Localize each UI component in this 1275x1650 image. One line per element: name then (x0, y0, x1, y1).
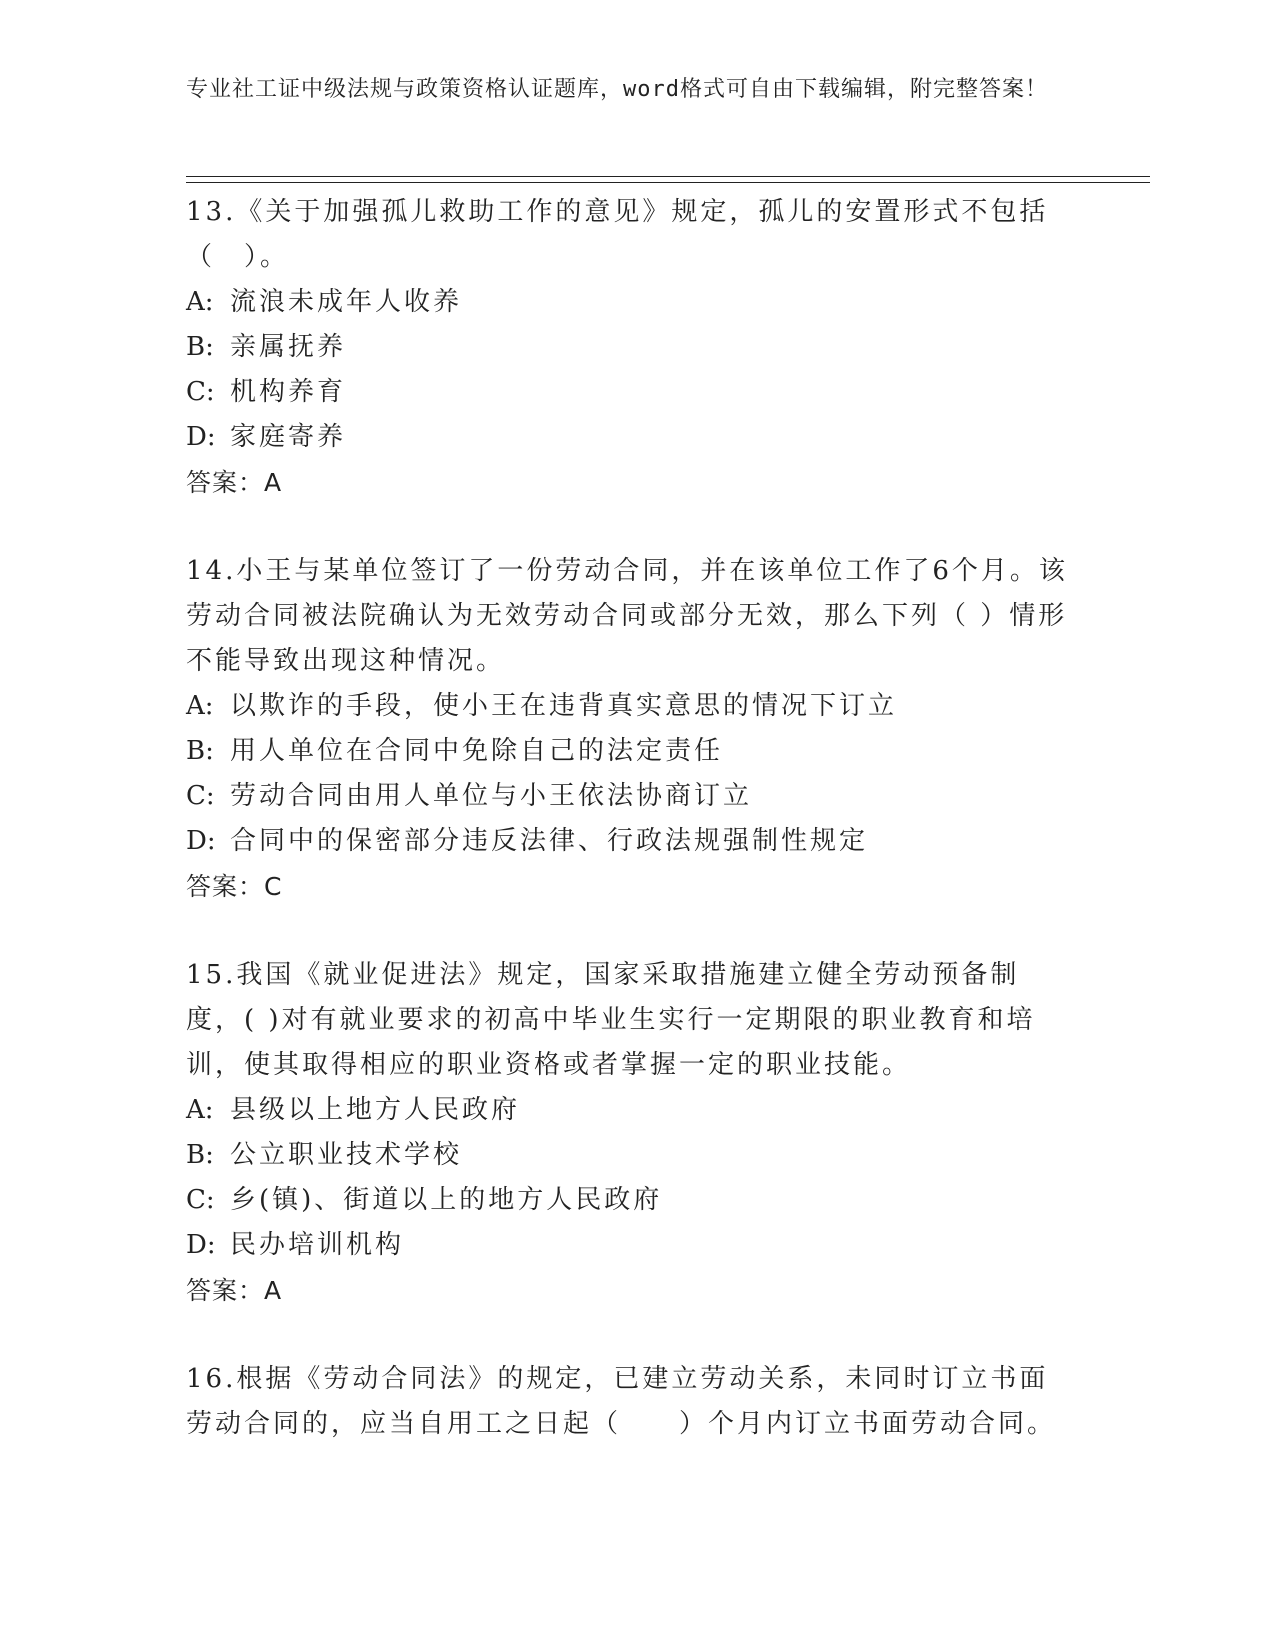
header-rule-bottom (186, 182, 1150, 183)
question-14 (186, 549, 1076, 909)
page-header: 专业社工证中级法规与政策资格认证题库，word格式可自由下载编辑，附完整答案！ (186, 77, 1048, 102)
option-a (186, 280, 1076, 325)
option-b (186, 729, 1076, 774)
option-label: C: (186, 781, 215, 811)
question-stem: 15.我国《就业促进法》规定，国家采取措施建立健全劳动预备制度，( )对有就业要求的初高中毕业生实行一定期限的职业教育和培训，使其取得相应的职业资格或者掌握一定的职业技能。 (186, 960, 1036, 1080)
option-text: 亲属抚养 (230, 332, 347, 362)
option-label: B: (186, 736, 214, 766)
option-text: 乡(镇)、街道以上的地方人民政府 (230, 1185, 663, 1215)
option-text: 县级以上地方人民政府 (230, 1095, 521, 1125)
option-label: B: (186, 332, 214, 362)
option-c (186, 1178, 1076, 1223)
option-a (186, 1088, 1076, 1133)
question-16 (186, 1357, 1076, 1447)
option-label: A: (186, 691, 214, 721)
option-label: D: (186, 422, 216, 452)
option-b (186, 1133, 1076, 1178)
answer-line: 答案：A (186, 468, 283, 497)
option-d (186, 415, 1076, 460)
question-13 (186, 190, 1076, 505)
option-b (186, 325, 1076, 370)
option-text: 民办培训机构 (230, 1230, 405, 1260)
question-stem: 16.根据《劳动合同法》的规定，已建立劳动关系，未同时订立书面劳动合同的，应当自用工之日起（ ）个月内订立书面劳动合同。 (186, 1364, 1057, 1439)
option-text: 以欺诈的手段，使小王在违背真实意思的情况下订立 (230, 691, 898, 721)
option-label: C: (186, 377, 215, 407)
option-d (186, 819, 1076, 864)
answer-line: 答案：A (186, 1276, 283, 1305)
option-text: 机构养育 (230, 377, 347, 407)
option-text: 流浪未成年人收养 (230, 287, 463, 317)
question-list (186, 190, 1076, 1447)
option-d (186, 1223, 1076, 1268)
option-text: 家庭寄养 (230, 422, 347, 452)
option-text: 劳动合同由用人单位与小王依法协商订立 (230, 781, 753, 811)
answer-line: 答案：C (186, 872, 283, 901)
option-c (186, 774, 1076, 819)
option-label: B: (186, 1140, 214, 1170)
option-a (186, 684, 1076, 729)
question-stem: 14.小王与某单位签订了一份劳动合同，并在该单位工作了6个月。该劳动合同被法院确认为无效劳动合同或部分无效，那么下列（ ）情形不能导致出现这种情况。 (186, 556, 1068, 676)
option-label: D: (186, 826, 216, 856)
header-rule-top (186, 176, 1150, 177)
option-text: 合同中的保密部分违反法律、行政法规强制性规定 (230, 826, 869, 856)
option-label: A: (186, 287, 214, 317)
option-label: A: (186, 1095, 214, 1125)
option-c (186, 370, 1076, 415)
option-text: 用人单位在合同中免除自己的法定责任 (230, 736, 724, 766)
option-text: 公立职业技术学校 (230, 1140, 463, 1170)
question-15 (186, 953, 1076, 1313)
option-label: C: (186, 1185, 215, 1215)
option-label: D: (186, 1230, 216, 1260)
question-stem: 13.《关于加强孤儿救助工作的意见》规定，孤儿的安置形式不包括（ ）。 (186, 197, 1049, 272)
